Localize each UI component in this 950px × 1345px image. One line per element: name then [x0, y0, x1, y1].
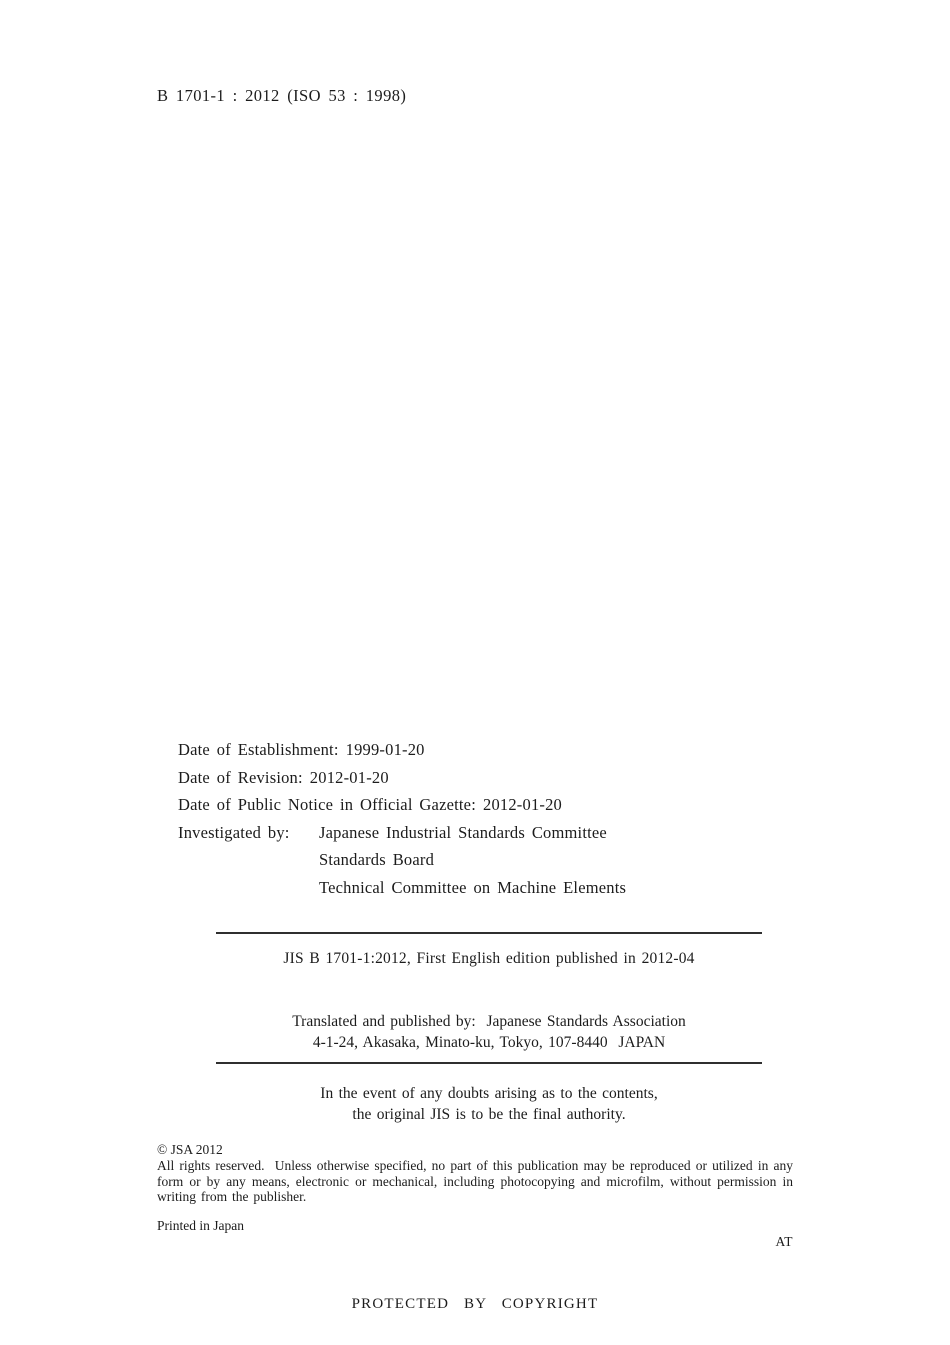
printed-in-japan: Printed in Japan: [157, 1218, 244, 1233]
disclaimer-block: [216, 1083, 762, 1125]
investigated-by-committees: [319, 819, 626, 902]
publisher-address: 4-1-24, Akasaka, Minato-ku, Tokyo, 107-8440 JAPAN: [312, 1034, 666, 1051]
english-edition-note: JIS B 1701-1:2012, First English edition published in 2012-04: [283, 950, 695, 967]
date-of-public-notice-label: Date of Public Notice in Official Gazette:: [178, 795, 476, 814]
investigated-by-row: [178, 819, 626, 902]
disclaimer-line: In the event of any doubts arising as to the contents,: [320, 1085, 658, 1102]
date-of-revision-label: Date of Revision:: [178, 767, 303, 787]
edition-publisher-section: [216, 932, 762, 1125]
standard-number-header: B 1701-1 : 2012 (ISO 53 : 1998): [157, 86, 407, 105]
bottom-rule: [216, 1062, 762, 1064]
rights-statement: All rights reserved. Unless otherwise specified, no part of this publication may be reproduced or utilized in any form or by any means, electronic or mechanical, including photocopying and microfilm, without permission in writing from the publisher.: [157, 1158, 793, 1205]
protected-by-copyright-footer: PROTECTED BY COPYRIGHT: [351, 1296, 599, 1312]
investigated-by-label: Investigated by:: [178, 822, 290, 842]
date-of-revision-value: 2012-01-20: [309, 767, 389, 787]
copyright-notice: © JSA 2012: [157, 1142, 223, 1157]
committee-line: Technical Committee on Machine Elements: [319, 877, 627, 897]
publisher-line: Translated and published by: Japanese Standards Association: [292, 1013, 686, 1030]
date-of-public-notice-row: [178, 791, 626, 819]
publication-info-block: [178, 736, 626, 901]
date-of-establishment-value: 1999-01-20: [345, 740, 425, 759]
publisher-block: [216, 1011, 762, 1053]
top-rule: [216, 932, 762, 934]
date-of-establishment-label: Date of Establishment:: [178, 740, 339, 759]
date-of-establishment-row: [178, 736, 626, 764]
date-of-public-notice-value: 2012-01-20: [483, 795, 562, 814]
copyright-block: [157, 1142, 793, 1205]
committee-line: Standards Board: [319, 850, 435, 869]
date-of-revision-row: [178, 764, 626, 792]
committee-line: Japanese Industrial Standards Committee: [319, 822, 607, 842]
disclaimer-line: the original JIS is to be the final authority.: [352, 1106, 626, 1123]
printer-code: AT: [775, 1234, 793, 1249]
